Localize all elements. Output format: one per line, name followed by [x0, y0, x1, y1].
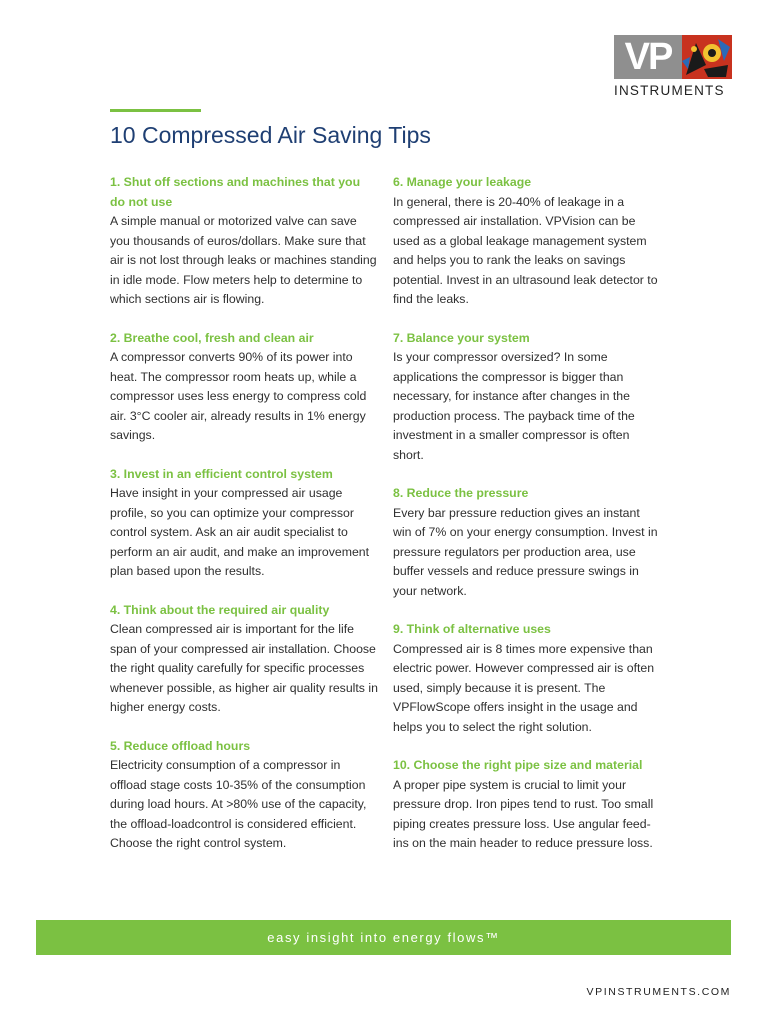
tip-heading: 8. Reduce the pressure [393, 486, 529, 500]
logo-mark: VP [614, 35, 682, 79]
tip-item [110, 173, 378, 310]
tips-column-right [393, 173, 661, 873]
logo-artwork [682, 35, 732, 79]
tip-item [393, 484, 661, 601]
tip-heading: 7. Balance your system [393, 330, 530, 345]
tip-item [393, 756, 661, 854]
tip-heading: 1. Shut off sections and machines that you do not use [110, 175, 361, 209]
tip-heading: 6. Manage your leakage [393, 175, 532, 189]
tagline-banner: easy insight into energy flows™ [36, 920, 731, 955]
tip-body: Is your compressor oversized? In some applications the compressor is bigger than necessary, for instance after changes in the production process. The payback time of the investment in a smaller compressor is often short. [393, 350, 635, 462]
tips-column-left [110, 173, 378, 873]
tip-body: In general, there is 20-40% of leakage in a compressed air installation. VPVision can be used as a global leakage management system and helps you to rank the leaks on savings potential. Invest in an ultrasound leak detector to find the leaks. [393, 194, 658, 306]
tip-item [110, 737, 378, 854]
vp-instruments-logo [614, 35, 732, 101]
logo-art-icon [682, 35, 732, 79]
tip-heading: 2. Breathe cool, fresh and clean air [110, 330, 314, 345]
logo-subtitle: INSTRUMENTS [614, 83, 725, 98]
tip-body: Electricity consumption of a compressor in offload stage costs 10-35% of the consumption during load hours. At >80% use of the capacity, the offload-loadcontrol is considered efficient. Choose the right control system. [110, 758, 367, 850]
tip-heading: 4. Think about the required air quality [110, 602, 330, 617]
tip-body: Compressed air is 8 times more expensive than electric power. However compressed air is often used, simply because it is present. The VPFlowScope offers insight in the usage and helps you to select the right solution. [393, 641, 655, 734]
tip-body: A proper pipe system is crucial to limit your pressure drop. Iron pipes tend to rust. Too small piping creates pressure loss. Use angular feed-ins on the main header to reduce pressure loss. [393, 777, 654, 850]
tip-item [393, 329, 661, 466]
footer-website: VPINSTRUMENTS.COM [586, 986, 731, 998]
tip-item [393, 620, 661, 737]
tip-item [110, 329, 378, 446]
tip-body: A simple manual or motorized valve can save you thousands of euros/dollars. Make sure that air is not lost through leaks or machines standing in idle mode. Flow meters help to determine to which sections air is flowing. [110, 214, 377, 306]
tip-item [110, 601, 378, 718]
tip-heading: 10. Choose the right pipe size and material [393, 758, 643, 772]
tip-heading: 3. Invest in an efficient control system [110, 466, 333, 481]
page-title: 10 Compressed Air Saving Tips [110, 122, 431, 148]
title-accent-bar [110, 109, 201, 112]
tip-item [393, 173, 661, 310]
tip-item [110, 465, 378, 582]
tip-heading: 5. Reduce offload hours [110, 738, 251, 753]
tip-body: Every bar pressure reduction gives an instant win of 7% on your energy consumption. Invest in pressure regulators per production area, use buffer vessels and reduce pressure swings in your network. [393, 505, 658, 598]
tip-heading: 9. Think of alternative uses [393, 622, 551, 636]
tip-body: A compressor converts 90% of its power into heat. The compressor room heats up, while a compressor uses less energy to compress cold air. 3°C cooler air, already results in 1% energy savings. [110, 350, 367, 442]
tip-body: Have insight in your compressed air usage profile, so you can optimize your compressor control system. Ask an air audit specialist to perform an air audit, and make an improvement plan based upon the results. [110, 486, 370, 578]
tip-body: Clean compressed air is important for the life span of your compressed air installation. Choose the right quality carefully for specific processes whenever possible, as higher air quality results in higher energy costs. [110, 622, 378, 714]
